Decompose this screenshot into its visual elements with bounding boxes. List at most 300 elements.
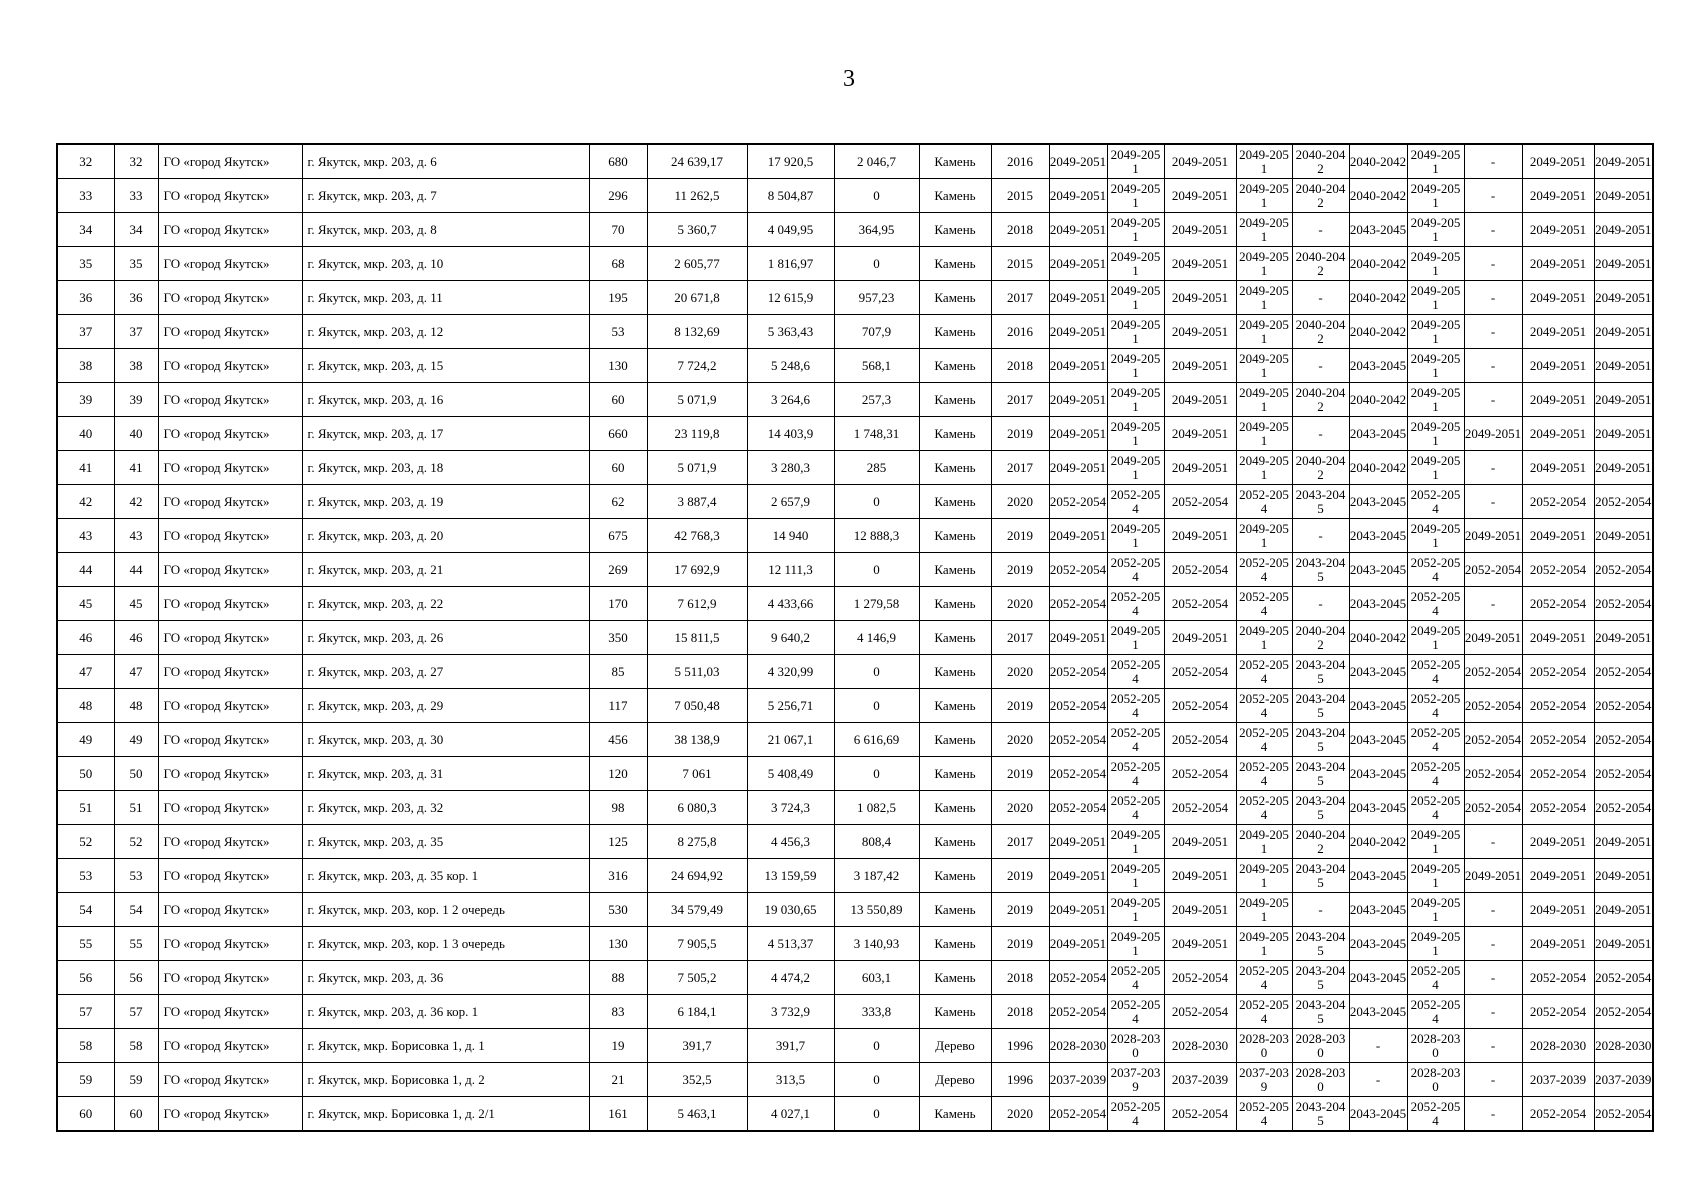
cell-term-10: 2028-2030 <box>1594 1029 1653 1063</box>
cell-term-2: 2052-2054 <box>1107 485 1164 519</box>
cell-municipality: ГО «город Якутск» <box>158 927 302 961</box>
cell-wall-material: Камень <box>919 315 991 349</box>
cell-term-3: 2049-2051 <box>1164 859 1236 893</box>
cell-term-8: 2052-2054 <box>1464 723 1522 757</box>
cell-wall-material: Камень <box>919 553 991 587</box>
cell-term-1: 2049-2051 <box>1049 349 1107 383</box>
cell-nonresidential-area: 1 279,58 <box>834 587 919 621</box>
cell-term-7: 2052-2054 <box>1407 655 1464 689</box>
cell-term-1: 2049-2051 <box>1049 621 1107 655</box>
cell-living-area: 4 456,3 <box>747 825 834 859</box>
cell-address: г. Якутск, мкр. 203, д. 18 <box>302 451 589 485</box>
cell-row-number: 37 <box>57 315 114 349</box>
cell-term-8: - <box>1464 825 1522 859</box>
cell-term-8: - <box>1464 961 1522 995</box>
cell-term-6: 2043-2045 <box>1349 893 1407 927</box>
cell-commission-year: 2019 <box>991 757 1049 791</box>
cell-row-number: 56 <box>57 961 114 995</box>
cell-term-6: 2043-2045 <box>1349 961 1407 995</box>
cell-nonresidential-area: 285 <box>834 451 919 485</box>
cell-term-7: 2052-2054 <box>1407 587 1464 621</box>
cell-row-number: 59 <box>57 1063 114 1097</box>
table-row <box>57 1029 1653 1063</box>
cell-term-1: 2052-2054 <box>1049 961 1107 995</box>
cell-term-6: 2043-2045 <box>1349 689 1407 723</box>
cell-term-6: - <box>1349 1029 1407 1063</box>
table-row <box>57 1063 1653 1097</box>
cell-term-3: 2052-2054 <box>1164 723 1236 757</box>
table-row <box>57 417 1653 451</box>
cell-residents: 675 <box>589 519 647 553</box>
cell-term-3: 2052-2054 <box>1164 961 1236 995</box>
page-number: 3 <box>843 66 855 92</box>
cell-address: г. Якутск, мкр. 203, д. 12 <box>302 315 589 349</box>
cell-term-9: 2049-2051 <box>1522 213 1594 247</box>
cell-term-10: 2052-2054 <box>1594 791 1653 825</box>
cell-address: г. Якутск, мкр. 203, д. 17 <box>302 417 589 451</box>
cell-term-9: 2049-2051 <box>1522 451 1594 485</box>
cell-commission-year: 1996 <box>991 1029 1049 1063</box>
cell-term-10: 2049-2051 <box>1594 281 1653 315</box>
cell-term-5: 2040-2042 <box>1292 621 1349 655</box>
cell-term-10: 2049-2051 <box>1594 859 1653 893</box>
cell-house-number: 59 <box>114 1063 158 1097</box>
cell-municipality: ГО «город Якутск» <box>158 485 302 519</box>
cell-commission-year: 2019 <box>991 417 1049 451</box>
cell-term-7: 2049-2051 <box>1407 349 1464 383</box>
cell-term-3: 2028-2030 <box>1164 1029 1236 1063</box>
cell-term-1: 2049-2051 <box>1049 417 1107 451</box>
cell-commission-year: 2020 <box>991 655 1049 689</box>
cell-row-number: 55 <box>57 927 114 961</box>
cell-term-2: 2028-2030 <box>1107 1029 1164 1063</box>
cell-row-number: 34 <box>57 213 114 247</box>
cell-house-number: 53 <box>114 859 158 893</box>
cell-total-area: 20 671,8 <box>647 281 747 315</box>
cell-municipality: ГО «город Якутск» <box>158 519 302 553</box>
cell-municipality: ГО «город Якутск» <box>158 825 302 859</box>
cell-term-3: 2052-2054 <box>1164 995 1236 1029</box>
cell-term-10: 2052-2054 <box>1594 961 1653 995</box>
cell-term-1: 2052-2054 <box>1049 485 1107 519</box>
table-row <box>57 247 1653 281</box>
cell-total-area: 2 605,77 <box>647 247 747 281</box>
cell-living-area: 8 504,87 <box>747 179 834 213</box>
cell-term-8: 2052-2054 <box>1464 689 1522 723</box>
cell-nonresidential-area: 1 748,31 <box>834 417 919 451</box>
table-row <box>57 553 1653 587</box>
cell-term-3: 2049-2051 <box>1164 451 1236 485</box>
cell-term-6: 2043-2045 <box>1349 519 1407 553</box>
cell-term-7: 2049-2051 <box>1407 281 1464 315</box>
cell-term-7: 2052-2054 <box>1407 485 1464 519</box>
cell-term-5: 2043-2045 <box>1292 1097 1349 1132</box>
cell-house-number: 58 <box>114 1029 158 1063</box>
cell-municipality: ГО «город Якутск» <box>158 791 302 825</box>
cell-term-5: 2043-2045 <box>1292 689 1349 723</box>
table-row <box>57 587 1653 621</box>
cell-commission-year: 2020 <box>991 485 1049 519</box>
cell-row-number: 41 <box>57 451 114 485</box>
cell-term-9: 2052-2054 <box>1522 1097 1594 1132</box>
cell-address: г. Якутск, мкр. 203, д. 30 <box>302 723 589 757</box>
cell-term-7: 2052-2054 <box>1407 1097 1464 1132</box>
cell-term-9: 2049-2051 <box>1522 519 1594 553</box>
cell-commission-year: 2020 <box>991 1097 1049 1132</box>
cell-term-2: 2049-2051 <box>1107 349 1164 383</box>
cell-nonresidential-area: 808,4 <box>834 825 919 859</box>
cell-wall-material: Камень <box>919 349 991 383</box>
cell-living-area: 2 657,9 <box>747 485 834 519</box>
cell-term-1: 2049-2051 <box>1049 144 1107 179</box>
cell-commission-year: 2020 <box>991 723 1049 757</box>
cell-address: г. Якутск, мкр. 203, д. 35 кор. 1 <box>302 859 589 893</box>
cell-commission-year: 2018 <box>991 213 1049 247</box>
cell-living-area: 17 920,5 <box>747 144 834 179</box>
cell-term-1: 2037-2039 <box>1049 1063 1107 1097</box>
cell-living-area: 391,7 <box>747 1029 834 1063</box>
cell-residents: 456 <box>589 723 647 757</box>
cell-term-5: 2040-2042 <box>1292 825 1349 859</box>
cell-term-9: 2052-2054 <box>1522 757 1594 791</box>
cell-term-9: 2052-2054 <box>1522 723 1594 757</box>
cell-house-number: 60 <box>114 1097 158 1132</box>
cell-house-number: 41 <box>114 451 158 485</box>
cell-term-3: 2052-2054 <box>1164 689 1236 723</box>
cell-living-area: 5 256,71 <box>747 689 834 723</box>
cell-municipality: ГО «город Якутск» <box>158 247 302 281</box>
cell-total-area: 11 262,5 <box>647 179 747 213</box>
cell-row-number: 43 <box>57 519 114 553</box>
cell-house-number: 40 <box>114 417 158 451</box>
cell-address: г. Якутск, мкр. 203, д. 26 <box>302 621 589 655</box>
cell-term-7: 2052-2054 <box>1407 553 1464 587</box>
cell-row-number: 39 <box>57 383 114 417</box>
cell-wall-material: Камень <box>919 519 991 553</box>
cell-term-7: 2052-2054 <box>1407 791 1464 825</box>
cell-term-6: 2040-2042 <box>1349 179 1407 213</box>
cell-residents: 125 <box>589 825 647 859</box>
cell-term-2: 2049-2051 <box>1107 315 1164 349</box>
cell-term-2: 2049-2051 <box>1107 281 1164 315</box>
cell-term-6: 2040-2042 <box>1349 451 1407 485</box>
cell-commission-year: 2019 <box>991 927 1049 961</box>
cell-residents: 60 <box>589 451 647 485</box>
cell-term-6: 2043-2045 <box>1349 587 1407 621</box>
cell-term-3: 2049-2051 <box>1164 927 1236 961</box>
cell-term-3: 2049-2051 <box>1164 417 1236 451</box>
cell-term-10: 2049-2051 <box>1594 383 1653 417</box>
cell-term-5: 2043-2045 <box>1292 485 1349 519</box>
cell-row-number: 40 <box>57 417 114 451</box>
cell-house-number: 50 <box>114 757 158 791</box>
cell-total-area: 5 511,03 <box>647 655 747 689</box>
cell-term-10: 2052-2054 <box>1594 757 1653 791</box>
table-row <box>57 349 1653 383</box>
cell-term-10: 2049-2051 <box>1594 144 1653 179</box>
cell-commission-year: 2019 <box>991 689 1049 723</box>
cell-living-area: 5 248,6 <box>747 349 834 383</box>
cell-term-10: 2049-2051 <box>1594 179 1653 213</box>
cell-living-area: 12 111,3 <box>747 553 834 587</box>
table-row <box>57 961 1653 995</box>
table-row <box>57 179 1653 213</box>
cell-residents: 680 <box>589 144 647 179</box>
cell-wall-material: Камень <box>919 927 991 961</box>
cell-term-5: 2043-2045 <box>1292 723 1349 757</box>
cell-term-6: 2043-2045 <box>1349 723 1407 757</box>
cell-term-3: 2049-2051 <box>1164 247 1236 281</box>
cell-term-9: 2049-2051 <box>1522 144 1594 179</box>
cell-wall-material: Камень <box>919 587 991 621</box>
cell-house-number: 43 <box>114 519 158 553</box>
cell-municipality: ГО «город Якутск» <box>158 553 302 587</box>
cell-nonresidential-area: 3 187,42 <box>834 859 919 893</box>
cell-term-4: 2049-2051 <box>1236 247 1292 281</box>
cell-address: г. Якутск, мкр. 203, д. 20 <box>302 519 589 553</box>
cell-row-number: 58 <box>57 1029 114 1063</box>
cell-nonresidential-area: 6 616,69 <box>834 723 919 757</box>
cell-term-5: 2040-2042 <box>1292 315 1349 349</box>
cell-term-5: 2028-2030 <box>1292 1063 1349 1097</box>
cell-term-6: 2043-2045 <box>1349 349 1407 383</box>
cell-commission-year: 2018 <box>991 961 1049 995</box>
cell-term-5: 2043-2045 <box>1292 791 1349 825</box>
cell-term-9: 2049-2051 <box>1522 281 1594 315</box>
cell-term-10: 2049-2051 <box>1594 213 1653 247</box>
cell-nonresidential-area: 0 <box>834 247 919 281</box>
cell-nonresidential-area: 0 <box>834 757 919 791</box>
cell-residents: 161 <box>589 1097 647 1132</box>
cell-term-5: 2043-2045 <box>1292 553 1349 587</box>
cell-municipality: ГО «город Якутск» <box>158 587 302 621</box>
cell-commission-year: 2015 <box>991 247 1049 281</box>
cell-term-8: - <box>1464 995 1522 1029</box>
cell-municipality: ГО «город Якутск» <box>158 961 302 995</box>
cell-term-3: 2049-2051 <box>1164 179 1236 213</box>
cell-term-3: 2052-2054 <box>1164 1097 1236 1132</box>
cell-living-area: 4 513,37 <box>747 927 834 961</box>
cell-term-4: 2049-2051 <box>1236 213 1292 247</box>
cell-term-8: - <box>1464 1063 1522 1097</box>
cell-term-2: 2049-2051 <box>1107 621 1164 655</box>
cell-term-10: 2049-2051 <box>1594 519 1653 553</box>
cell-term-4: 2049-2051 <box>1236 349 1292 383</box>
cell-commission-year: 2019 <box>991 553 1049 587</box>
cell-term-9: 2049-2051 <box>1522 315 1594 349</box>
cell-nonresidential-area: 707,9 <box>834 315 919 349</box>
cell-living-area: 4 027,1 <box>747 1097 834 1132</box>
cell-row-number: 57 <box>57 995 114 1029</box>
cell-address: г. Якутск, мкр. 203, д. 22 <box>302 587 589 621</box>
cell-term-4: 2052-2054 <box>1236 1097 1292 1132</box>
cell-term-2: 2052-2054 <box>1107 655 1164 689</box>
cell-municipality: ГО «город Якутск» <box>158 689 302 723</box>
cell-municipality: ГО «город Якутск» <box>158 723 302 757</box>
cell-address: г. Якутск, мкр. 203, д. 29 <box>302 689 589 723</box>
cell-term-6: 2040-2042 <box>1349 281 1407 315</box>
cell-term-2: 2049-2051 <box>1107 383 1164 417</box>
cell-term-8: - <box>1464 213 1522 247</box>
cell-term-1: 2049-2051 <box>1049 519 1107 553</box>
cell-nonresidential-area: 0 <box>834 1097 919 1132</box>
cell-term-9: 2028-2030 <box>1522 1029 1594 1063</box>
cell-municipality: ГО «город Якутск» <box>158 859 302 893</box>
cell-living-area: 3 732,9 <box>747 995 834 1029</box>
cell-term-2: 2052-2054 <box>1107 791 1164 825</box>
cell-term-9: 2049-2051 <box>1522 349 1594 383</box>
cell-term-4: 2052-2054 <box>1236 689 1292 723</box>
cell-term-7: 2049-2051 <box>1407 383 1464 417</box>
cell-nonresidential-area: 568,1 <box>834 349 919 383</box>
cell-term-8: - <box>1464 893 1522 927</box>
cell-term-1: 2052-2054 <box>1049 1097 1107 1132</box>
cell-wall-material: Камень <box>919 961 991 995</box>
cell-commission-year: 1996 <box>991 1063 1049 1097</box>
cell-term-6: 2040-2042 <box>1349 621 1407 655</box>
cell-term-10: 2049-2051 <box>1594 451 1653 485</box>
cell-term-2: 2052-2054 <box>1107 1097 1164 1132</box>
cell-living-area: 4 474,2 <box>747 961 834 995</box>
cell-nonresidential-area: 333,8 <box>834 995 919 1029</box>
cell-total-area: 5 463,1 <box>647 1097 747 1132</box>
cell-house-number: 38 <box>114 349 158 383</box>
cell-commission-year: 2017 <box>991 825 1049 859</box>
cell-term-5: 2043-2045 <box>1292 927 1349 961</box>
cell-total-area: 7 050,48 <box>647 689 747 723</box>
cell-wall-material: Камень <box>919 1097 991 1132</box>
cell-municipality: ГО «город Якутск» <box>158 995 302 1029</box>
cell-address: г. Якутск, мкр. 203, д. 21 <box>302 553 589 587</box>
cell-term-4: 2049-2051 <box>1236 519 1292 553</box>
cell-term-7: 2049-2051 <box>1407 927 1464 961</box>
cell-municipality: ГО «город Якутск» <box>158 144 302 179</box>
cell-term-1: 2049-2051 <box>1049 893 1107 927</box>
cell-term-3: 2049-2051 <box>1164 383 1236 417</box>
cell-term-9: 2049-2051 <box>1522 383 1594 417</box>
table-row <box>57 315 1653 349</box>
cell-term-5: - <box>1292 519 1349 553</box>
cell-term-10: 2049-2051 <box>1594 893 1653 927</box>
cell-living-area: 4 433,66 <box>747 587 834 621</box>
cell-term-5: 2040-2042 <box>1292 451 1349 485</box>
cell-residents: 130 <box>589 927 647 961</box>
table-row <box>57 655 1653 689</box>
cell-house-number: 48 <box>114 689 158 723</box>
cell-term-10: 2052-2054 <box>1594 689 1653 723</box>
cell-term-9: 2049-2051 <box>1522 893 1594 927</box>
cell-term-3: 2049-2051 <box>1164 315 1236 349</box>
cell-nonresidential-area: 2 046,7 <box>834 144 919 179</box>
cell-row-number: 35 <box>57 247 114 281</box>
cell-term-4: 2037-2039 <box>1236 1063 1292 1097</box>
cell-living-area: 313,5 <box>747 1063 834 1097</box>
cell-term-1: 2052-2054 <box>1049 757 1107 791</box>
cell-term-2: 2052-2054 <box>1107 587 1164 621</box>
table-row <box>57 723 1653 757</box>
cell-commission-year: 2020 <box>991 587 1049 621</box>
cell-term-4: 2049-2051 <box>1236 315 1292 349</box>
cell-term-8: - <box>1464 1097 1522 1132</box>
cell-term-9: 2049-2051 <box>1522 417 1594 451</box>
cell-term-8: 2049-2051 <box>1464 859 1522 893</box>
cell-residents: 195 <box>589 281 647 315</box>
cell-row-number: 50 <box>57 757 114 791</box>
cell-term-4: 2052-2054 <box>1236 791 1292 825</box>
cell-term-6: 2043-2045 <box>1349 1097 1407 1132</box>
cell-term-4: 2052-2054 <box>1236 961 1292 995</box>
cell-term-5: 2028-2030 <box>1292 1029 1349 1063</box>
cell-commission-year: 2018 <box>991 349 1049 383</box>
cell-term-7: 2049-2051 <box>1407 179 1464 213</box>
cell-term-1: 2049-2051 <box>1049 247 1107 281</box>
cell-house-number: 32 <box>114 144 158 179</box>
cell-term-8: 2052-2054 <box>1464 655 1522 689</box>
cell-term-8: - <box>1464 383 1522 417</box>
cell-term-1: 2052-2054 <box>1049 655 1107 689</box>
cell-term-8: - <box>1464 281 1522 315</box>
cell-term-2: 2049-2051 <box>1107 247 1164 281</box>
cell-term-1: 2052-2054 <box>1049 689 1107 723</box>
cell-term-10: 2049-2051 <box>1594 825 1653 859</box>
cell-nonresidential-area: 0 <box>834 179 919 213</box>
cell-term-2: 2049-2051 <box>1107 179 1164 213</box>
cell-term-1: 2049-2051 <box>1049 383 1107 417</box>
cell-house-number: 36 <box>114 281 158 315</box>
cell-house-number: 46 <box>114 621 158 655</box>
cell-house-number: 54 <box>114 893 158 927</box>
cell-wall-material: Камень <box>919 417 991 451</box>
cell-term-10: 2037-2039 <box>1594 1063 1653 1097</box>
cell-living-area: 19 030,65 <box>747 893 834 927</box>
cell-term-4: 2049-2051 <box>1236 893 1292 927</box>
cell-residents: 117 <box>589 689 647 723</box>
cell-row-number: 38 <box>57 349 114 383</box>
cell-term-8: - <box>1464 144 1522 179</box>
cell-municipality: ГО «город Якутск» <box>158 757 302 791</box>
cell-term-5: - <box>1292 349 1349 383</box>
cell-term-4: 2052-2054 <box>1236 485 1292 519</box>
cell-total-area: 7 061 <box>647 757 747 791</box>
cell-wall-material: Камень <box>919 689 991 723</box>
cell-term-2: 2052-2054 <box>1107 689 1164 723</box>
table-row <box>57 451 1653 485</box>
cell-row-number: 53 <box>57 859 114 893</box>
cell-term-2: 2052-2054 <box>1107 553 1164 587</box>
cell-term-9: 2049-2051 <box>1522 179 1594 213</box>
cell-term-2: 2049-2051 <box>1107 519 1164 553</box>
cell-residents: 60 <box>589 383 647 417</box>
cell-term-5: - <box>1292 893 1349 927</box>
cell-term-4: 2049-2051 <box>1236 621 1292 655</box>
cell-term-2: 2049-2051 <box>1107 451 1164 485</box>
cell-term-3: 2049-2051 <box>1164 621 1236 655</box>
cell-residents: 130 <box>589 349 647 383</box>
cell-term-5: 2043-2045 <box>1292 995 1349 1029</box>
cell-wall-material: Камень <box>919 859 991 893</box>
cell-commission-year: 2017 <box>991 451 1049 485</box>
cell-total-area: 5 071,9 <box>647 451 747 485</box>
cell-nonresidential-area: 0 <box>834 689 919 723</box>
cell-living-area: 5 408,49 <box>747 757 834 791</box>
cell-term-8: 2052-2054 <box>1464 791 1522 825</box>
cell-wall-material: Дерево <box>919 1063 991 1097</box>
cell-wall-material: Камень <box>919 247 991 281</box>
cell-term-6: 2043-2045 <box>1349 927 1407 961</box>
cell-term-8: 2049-2051 <box>1464 519 1522 553</box>
cell-nonresidential-area: 957,23 <box>834 281 919 315</box>
table-row <box>57 893 1653 927</box>
